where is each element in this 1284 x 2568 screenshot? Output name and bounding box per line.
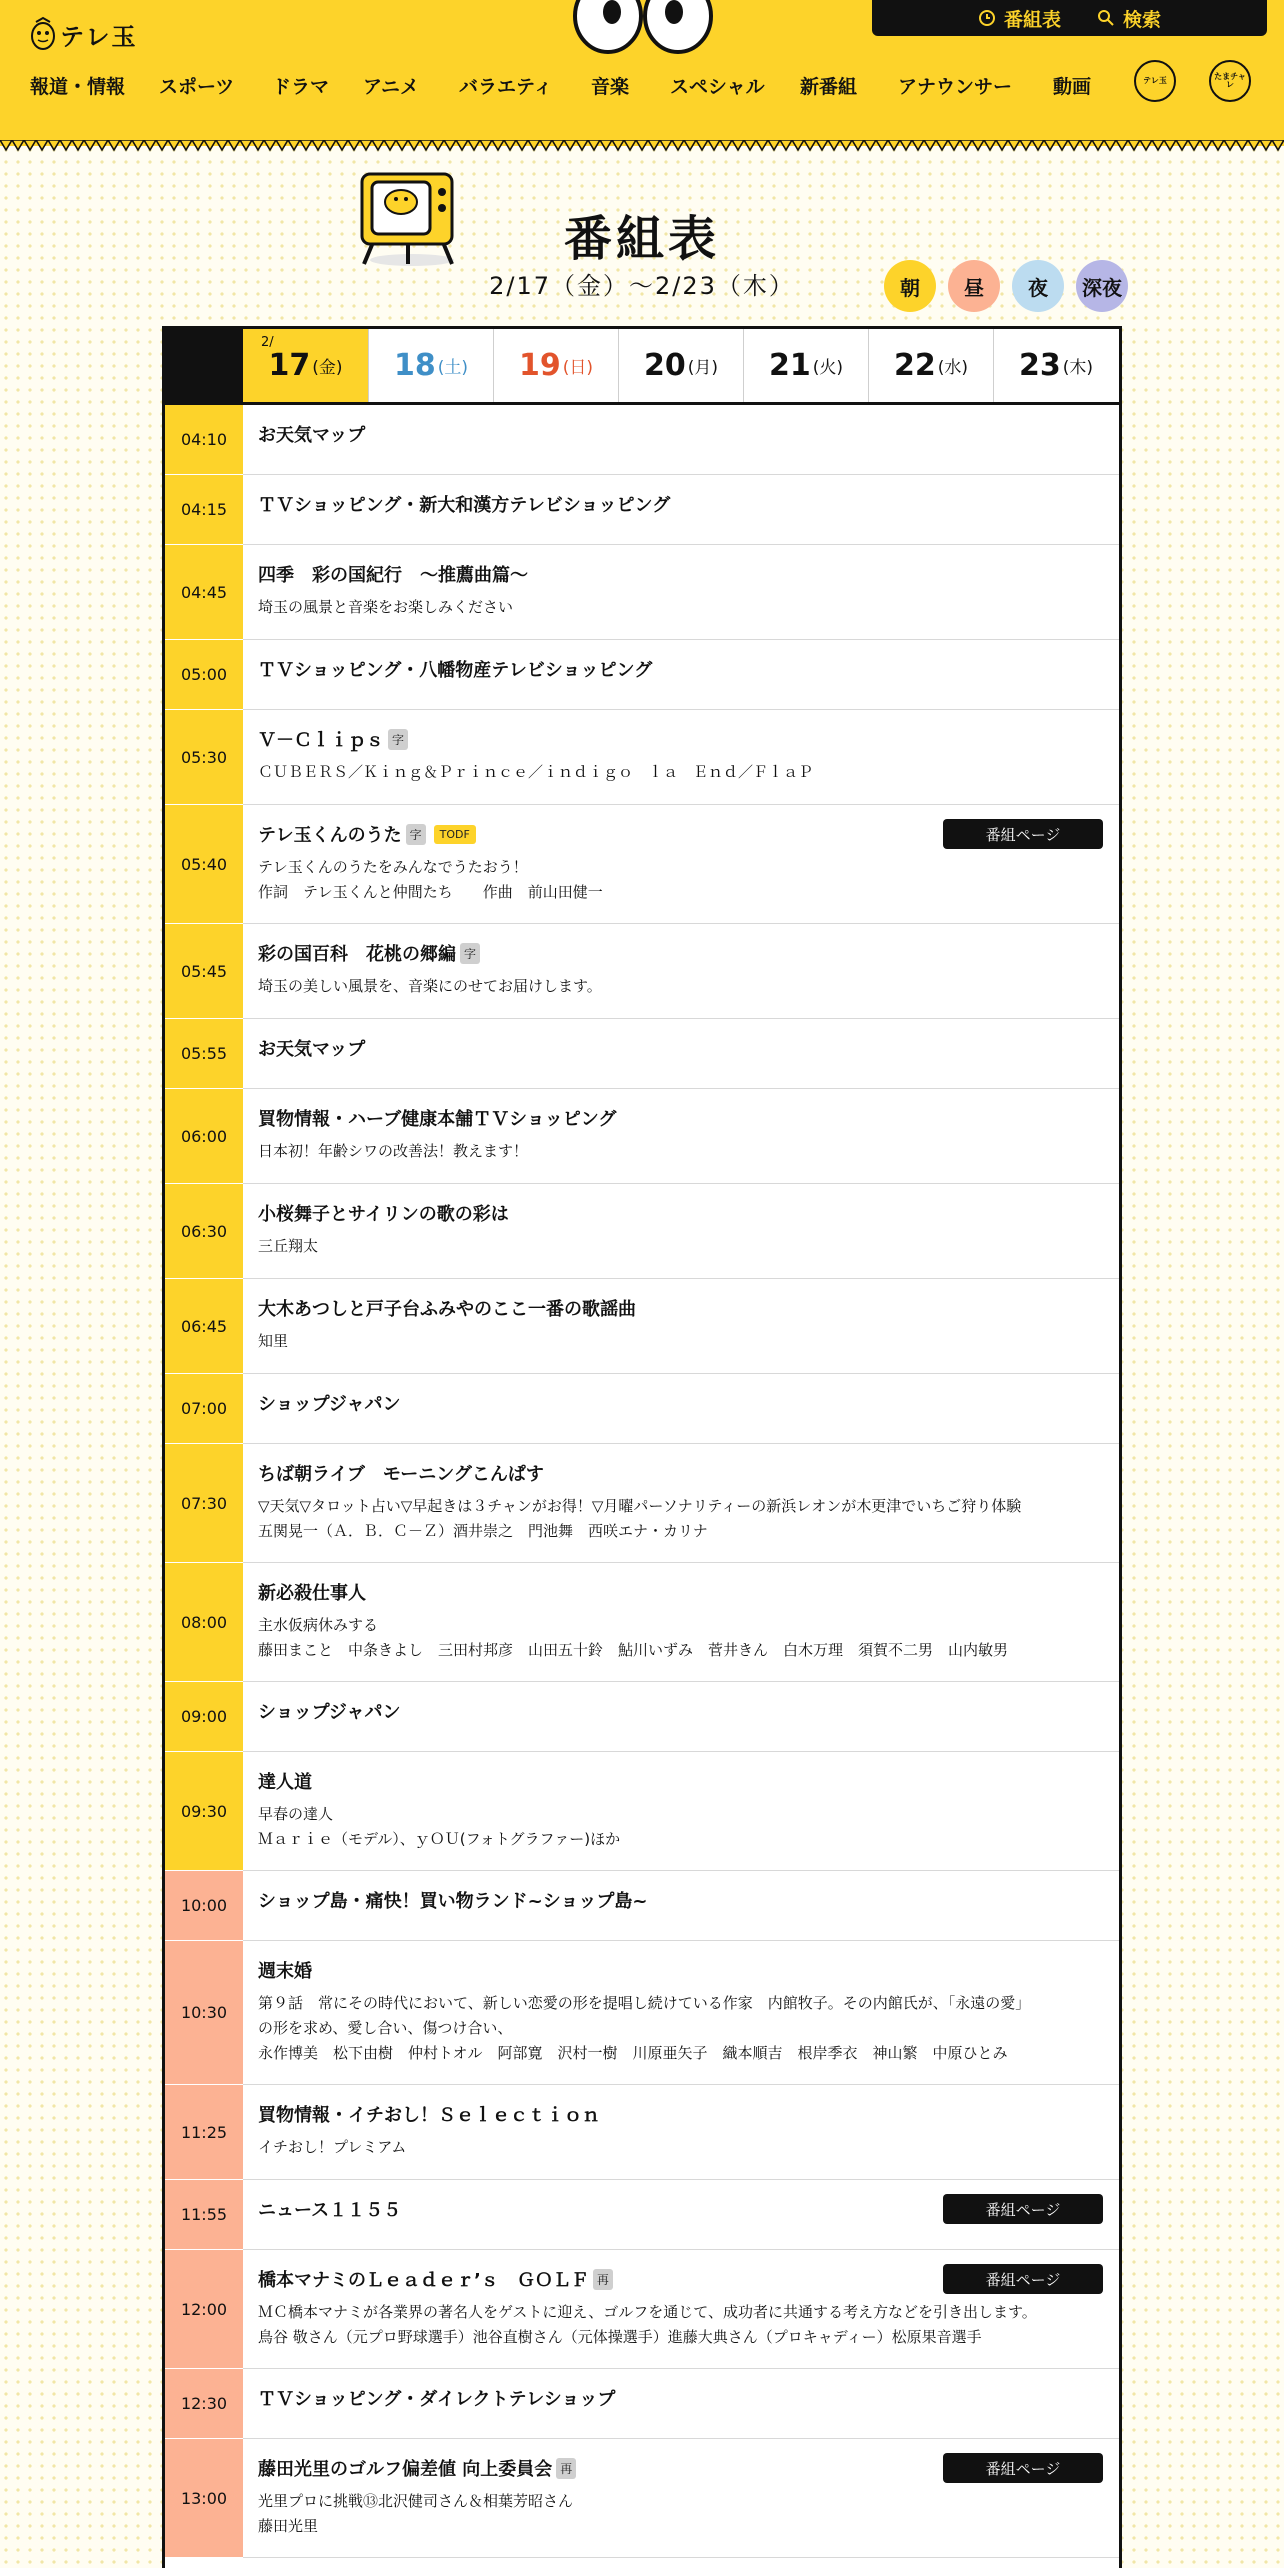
day-tab-19[interactable] [493,329,618,402]
day-tab-number: 23 [1018,348,1061,383]
program-content [243,1563,1119,1681]
program-title[interactable]: 小桜舞子とサイリンの歌の彩は [258,1204,509,1225]
morning-button[interactable]: 朝 [884,260,936,312]
day-tab-number: 21 [768,348,811,383]
program-time: 06:30 [165,1184,243,1279]
program-title-line [258,726,1103,752]
nav-variety[interactable]: バラエティ [459,75,553,98]
program-description-line: 知里 [258,1332,289,1350]
daytime-button[interactable]: 昼 [948,260,1000,312]
program-title-line [258,421,1103,447]
nav-anime[interactable]: アニメ [363,75,420,98]
program-description-line: 藤田光里 [258,2517,319,2535]
program-description [258,595,1103,620]
program-description [258,2135,1103,2160]
day-tab-weekday: (日) [562,358,593,378]
program-row [165,2250,1119,2369]
program-description [258,1139,1103,1164]
program-time: 05:55 [165,1019,243,1089]
program-title[interactable]: Ｖ－Ｃｌｉｐｓ [258,730,384,751]
program-time: 04:10 [165,405,243,475]
program-row [165,2085,1119,2180]
program-description-line: 主水仮病休みする [258,1616,379,1634]
program-description-line: Ｍａｒｉｅ（モデル）、ｙＯＵ(フォトグラファー)ほか [258,1830,621,1848]
site-logo[interactable] [30,16,138,52]
nav-announcers[interactable]: アナウンサー [898,75,1013,98]
program-time: 11:55 [165,2180,243,2250]
program-description-line: 鳥谷 敬さん（元プロ野球選手）池谷直樹さん（元体操選手）進藤大典さん（プロキャディー）松原果音選手 [258,2328,982,2346]
search-link-label: 検索 [1123,8,1162,31]
program-title[interactable]: ＴＶショッピング・八幡物産テレビショッピング [258,660,653,681]
day-tab-weekday: (火) [812,358,843,378]
program-content [243,2180,1119,2249]
tele-tama-round-icon[interactable] [1134,60,1176,102]
main-nav [30,70,1113,100]
program-description [258,974,1103,999]
tama-chare-round-icon[interactable] [1209,60,1251,102]
day-tab-weekday: (木) [1062,358,1093,378]
night-button[interactable]: 夜 [1012,260,1064,312]
program-time: 08:00 [165,1563,243,1682]
program-description-line: の形を求め、愛し合い、傷つけ合い、 [258,2019,513,2037]
tele-tama-mascot-icon [30,16,56,52]
program-time: 13:00 [165,2439,243,2558]
program-content [243,640,1119,709]
program-time: 10:00 [165,1871,243,1941]
program-description-line: 三丘翔太 [258,1237,319,1255]
program-description-line: ▽天気▽タロット占い▽早起きは３チャンがお得！▽月曜パーソナリティーの新浜レオンが木更津でいちご狩り体験 [258,1497,1022,1515]
program-description-line: 日本初！年齢シワの改善法！教えます！ [258,1142,529,1160]
program-content [243,1279,1119,1373]
program-page-button[interactable]: 番組ページ [943,2194,1103,2224]
site-header [0,0,1284,146]
program-content [243,405,1119,474]
program-title[interactable]: 買物情報・ハーブ健康本舗ＴＶショッピング [258,1109,617,1130]
program-title-line [258,1105,1103,1131]
day-tab-20[interactable] [618,329,743,402]
program-title-line [258,1200,1103,1226]
program-description [258,1494,1103,1544]
program-row [165,1941,1119,2085]
program-row [165,1871,1119,1941]
program-description-line: テレ玉くんのうたをみんなでうたおう！ [258,858,528,876]
program-description [258,1613,1103,1663]
logo-text: テレ玉 [60,22,138,51]
program-title-line [258,561,1103,587]
program-content [243,475,1119,544]
program-content [243,1682,1119,1751]
program-time: 05:30 [165,710,243,805]
program-description [258,1802,1103,1852]
program-row [165,1563,1119,1682]
page-title: 番組表 [563,211,720,267]
program-title[interactable]: 大木あつしと戸子台ふみやのここ一番の歌謡曲 [258,1299,636,1320]
program-title[interactable]: 橋本マナミのＬｅａｄｅｒ’ｓ ＧＯＬＦ [258,2270,589,2291]
program-badge: 再 [593,2269,613,2290]
mascot-eyes-icon [568,0,718,62]
program-list [165,405,1119,2558]
program-badge: 字 [406,824,426,845]
program-row [165,1184,1119,1279]
tama-chare-round-label: たまチャレ [1214,72,1246,89]
program-title-line [258,1768,1103,1794]
program-row [165,545,1119,640]
nav-drama[interactable]: ドラマ [272,75,330,98]
program-badge: 再 [556,2458,576,2479]
day-tab-number: 22 [893,348,936,383]
program-row [165,405,1119,475]
day-tab-number: 20 [643,348,686,383]
search-link[interactable] [1097,5,1161,32]
nav-sports[interactable]: スポーツ [159,75,235,98]
program-row [165,1089,1119,1184]
program-title-line [258,940,1103,966]
program-content [243,2439,1119,2557]
program-description-line: ＣＵＢＥＲＳ／Ｋｉｎｇ＆Ｐｒｉｎｃｅ／ｉｎｄｉｇｏ ｌａ Ｅｎｄ／ＦｌａＰ [258,763,814,781]
top-action-bar [872,0,1267,36]
nav-music[interactable]: 音楽 [591,75,630,98]
nav-news[interactable]: 報道・情報 [30,75,126,98]
program-description [258,2300,1103,2350]
program-content [243,1374,1119,1443]
program-row [165,1019,1119,1089]
tab-corner [165,329,243,402]
program-time: 06:45 [165,1279,243,1374]
program-title-line [258,2385,1103,2411]
program-row [165,2369,1119,2439]
program-description [258,1991,1103,2066]
program-row [165,1444,1119,1563]
program-title-line [258,2101,1103,2127]
program-title-line [258,1957,1103,1983]
day-tab-21[interactable] [743,329,868,402]
program-description [258,2489,1103,2539]
program-time: 04:15 [165,475,243,545]
program-row [165,924,1119,1019]
program-content [243,2369,1119,2438]
program-title[interactable]: 四季 彩の国紀行 ～推薦曲篇～ [258,565,528,586]
program-title[interactable]: ＴＶショッピング・ダイレクトテレショップ [258,2389,616,2410]
program-title[interactable]: 藤田光里のゴルフ偏差値 向上委員会 [258,2459,553,2480]
program-title-line [258,491,1103,517]
program-title-line [258,1579,1103,1605]
header-zigzag-edge [0,140,1284,156]
program-content [243,924,1119,1018]
program-description [258,1329,1103,1354]
program-page-button[interactable]: 番組ページ [943,819,1103,849]
program-description-line: 埼玉の美しい風景を、音楽にのせてお届けします。 [258,977,602,995]
program-row [165,2439,1119,2558]
program-row [165,475,1119,545]
program-time: 10:30 [165,1941,243,2085]
date-range: 2/17（金）〜2/23（木） [489,272,795,300]
todf-badge: TODF [434,825,476,844]
program-content [243,1444,1119,1562]
day-tab-weekday: (土) [437,358,468,378]
program-time: 12:00 [165,2250,243,2369]
program-content [243,1184,1119,1278]
day-tab-number: 18 [393,348,436,383]
program-description-line: 早春の達人 [258,1805,334,1823]
program-time: 12:30 [165,2369,243,2439]
program-time: 05:00 [165,640,243,710]
program-title[interactable]: 彩の国百科 花桃の郷編 [258,944,456,965]
program-badge: 字 [388,729,408,750]
day-tab-22[interactable] [868,329,993,402]
program-title[interactable]: ニュース１１５５ [258,2200,402,2221]
day-tab-weekday: (水) [937,358,968,378]
day-tab-weekday: (金) [312,358,343,378]
program-title[interactable]: ショップジャパン [258,1702,401,1723]
program-description-line: ＭＣ橋本マナミが各業界の著名人をゲストに迎え、ゴルフを通じて、成功者に共通する考え方などを引き出します。 [258,2303,1037,2321]
program-content [243,545,1119,639]
program-content [243,1019,1119,1088]
program-time: 05:45 [165,924,243,1019]
program-row [165,1752,1119,1871]
program-title[interactable]: 買物情報・イチおし！Ｓｅｌｅｃｔｉｏｎ [258,2105,600,2126]
program-description-line: イチおし！プレミアム [258,2138,407,2156]
program-title-line [258,1698,1103,1724]
program-time: 07:30 [165,1444,243,1563]
program-title[interactable]: ＴＶショッピング・新大和漢方テレビショッピング [258,495,671,516]
program-time: 09:30 [165,1752,243,1871]
program-title-line [258,1390,1103,1416]
search-icon [1097,9,1115,27]
program-title[interactable]: 達人道 [258,1772,312,1793]
program-content [243,1752,1119,1870]
program-title[interactable]: ショップ島・痛快！買い物ランド~ショップ島~ [258,1891,648,1912]
program-time: 07:00 [165,1374,243,1444]
program-description-line: 埼玉の風景と音楽をお楽しみください [258,598,514,616]
day-tabs [165,329,1119,405]
program-description-line: 光里プロに挑戦⑬北沢健司さん＆相葉芳昭さん [258,2492,574,2510]
program-title-line [258,1035,1103,1061]
program-description-line: 藤田まこと 中条きよし 三田村邦彦 山田五十鈴 鮎川いずみ 菅井きん 白木万理 須賀不二男 山内敏男 [258,1641,1009,1659]
program-row [165,1374,1119,1444]
program-row [165,710,1119,805]
program-title[interactable]: 新必殺仕事人 [258,1583,366,1604]
tele-tama-round-label: テレ玉 [1143,76,1167,85]
program-time: 09:00 [165,1682,243,1752]
program-time: 05:40 [165,805,243,924]
program-time: 04:45 [165,545,243,640]
program-row [165,1682,1119,1752]
day-tab-number: 19 [518,348,561,383]
program-content [243,1871,1119,1940]
program-page-button[interactable]: 番組ページ [943,2264,1103,2294]
nav-special[interactable]: スペシャル [670,75,765,98]
program-title[interactable]: お天気マップ [258,1039,366,1060]
program-row [165,2180,1119,2250]
program-title-line [258,1460,1103,1486]
schedule-table [162,326,1122,2568]
program-time: 06:00 [165,1089,243,1184]
program-content [243,2250,1119,2368]
program-badge: 字 [460,943,480,964]
day-tab-weekday: (月) [687,358,718,378]
program-description [258,855,1103,905]
program-description-line: 永作博美 松下由樹 仲村トオル 阿部寛 沢村一樹 川原亜矢子 織本順吉 根岸季衣 神山繁 中原ひとみ [258,2044,1008,2062]
schedule-link[interactable] [978,5,1061,32]
program-title[interactable]: ショップジャパン [258,1394,401,1415]
program-content [243,710,1119,804]
day-tab-17[interactable] [243,329,368,402]
program-title[interactable]: ちば朝ライブ モーニングこんぱす [258,1464,544,1485]
program-title[interactable]: 週末婚 [258,1961,312,1982]
day-tab-18[interactable] [368,329,493,402]
program-description-line: 第９話 常にその時代において、新しい恋愛の形を提唱し続けている作家 内館牧子。その内館氏が、「永遠の愛」 [258,1994,1031,2012]
program-content [243,1089,1119,1183]
program-title-line [258,656,1103,682]
program-row [165,640,1119,710]
late-night-button[interactable]: 深夜 [1076,260,1128,312]
program-row [165,1279,1119,1374]
program-title[interactable]: お天気マップ [258,425,366,446]
program-title-line [258,1295,1103,1321]
nav-videos[interactable]: 動画 [1053,75,1092,98]
program-description-line: 五関晃一（Ａ．Ｂ．Ｃ－Ｚ）酒井崇之 門池舞 西咲エナ・カリナ [258,1522,708,1540]
program-page-button[interactable]: 番組ページ [943,2453,1103,2483]
schedule-link-label: 番組表 [1003,8,1061,31]
clock-icon [978,9,996,27]
program-row [165,805,1119,924]
program-content [243,2085,1119,2179]
program-content [243,805,1119,923]
program-content [243,1941,1119,2084]
program-description [258,1234,1103,1259]
program-description [258,760,1103,785]
program-title-line [258,1887,1103,1913]
day-tab-number: 17 [268,348,311,383]
day-tab-month: 2/ [261,335,274,350]
nav-new-programs[interactable]: 新番組 [800,75,858,98]
program-title[interactable]: テレ玉くんのうた [258,825,402,846]
program-time: 11:25 [165,2085,243,2180]
program-description-line: 作詞 テレ玉くんと仲間たち 作曲 前山田健一 [258,883,603,901]
day-tab-23[interactable] [993,329,1118,402]
time-of-day-filters [884,260,1128,312]
